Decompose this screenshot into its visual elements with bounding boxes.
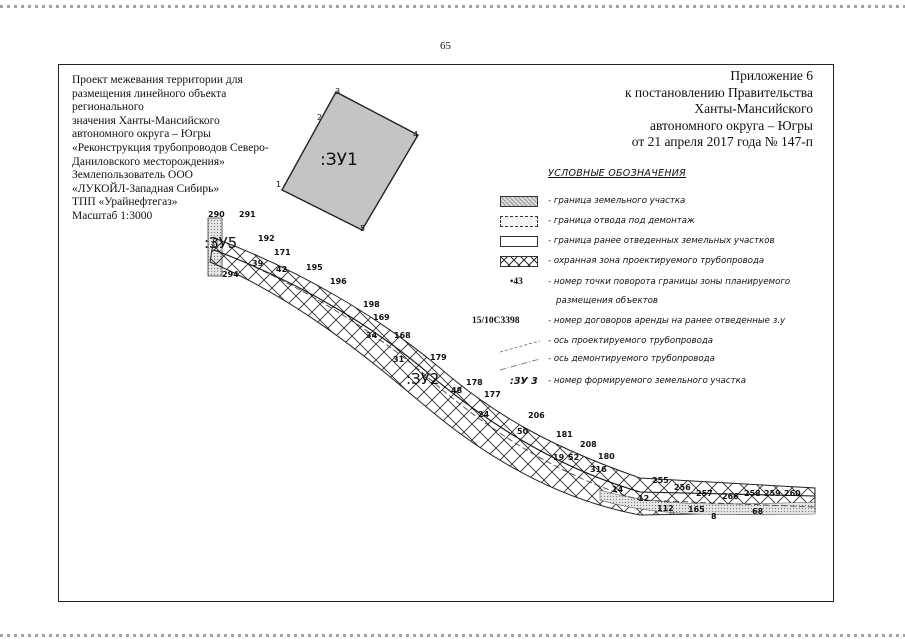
point-label: 42 xyxy=(276,265,288,274)
point-label: 266 xyxy=(722,492,739,501)
point-label: 196 xyxy=(330,277,347,286)
appendix-line: Приложение 6 xyxy=(730,68,813,83)
project-line: «ЛУКОЙЛ-Западная Сибирь» xyxy=(72,182,220,195)
point-label: 39 xyxy=(252,259,264,268)
appendix-line: Ханты-Мансийского xyxy=(694,101,813,116)
point-label: 291 xyxy=(239,210,256,219)
point-label: 256 xyxy=(674,483,691,492)
legend-title: УСЛОВНЫЕ ОБОЗНАЧЕНИЯ xyxy=(548,168,687,179)
scale-label: Масштаб 1:3000 xyxy=(72,209,153,222)
project-line: Землепользователь ООО xyxy=(72,169,193,182)
point-label: 257 xyxy=(696,489,713,498)
point-label: 14 xyxy=(612,485,624,494)
point-label: 48 xyxy=(451,386,463,395)
point-label: 3 xyxy=(335,87,341,96)
point-label: 177 xyxy=(484,390,501,399)
point-label: 31 xyxy=(393,355,405,364)
legend-symbol-dash xyxy=(500,216,538,227)
point-label: 198 xyxy=(363,300,380,309)
point-label: 206 xyxy=(528,411,545,420)
point-label: 192 xyxy=(258,234,275,243)
point-label: 8 xyxy=(711,512,717,521)
appendix-line: к постановлению Правительства xyxy=(624,84,813,100)
parcel-label-zu5: :ЗУ5 xyxy=(204,234,238,252)
point-label: 12 xyxy=(638,494,650,503)
point-label: 290 xyxy=(208,210,225,219)
point-label: 181 xyxy=(556,430,573,439)
point-label: 4 xyxy=(413,130,419,139)
point-label: 195 xyxy=(306,263,323,272)
project-line: «Реконструкция трубопроводов Северо- xyxy=(72,141,269,154)
point-label: 5 xyxy=(360,224,366,233)
legend-item-axis-dem: - ось демонтируемого трубопровода xyxy=(548,354,715,364)
point-label: 34 xyxy=(366,331,378,340)
legend-zu-sample: :ЗУ 3 xyxy=(510,376,538,387)
appendix-line: от 21 апреля 2017 года № 147-п xyxy=(631,134,813,149)
point-label: 178 xyxy=(466,378,483,387)
legend-item-protection-zone: - охранная зона проектируемого трубопровода xyxy=(480,254,810,272)
project-line: автономного округа – Югры xyxy=(72,128,211,141)
legend-symbol-plain xyxy=(500,236,538,247)
legend-lease-sample: 15/10С3398 xyxy=(472,316,520,326)
legend-item-turn-point-cont: размещения объектов xyxy=(556,296,658,306)
point-label: 260 xyxy=(784,489,801,498)
project-line: Проект межевания территории для xyxy=(72,74,243,86)
project-line: ТПП «Урайнефтегаз» xyxy=(72,196,178,209)
legend-item-prior-allotted: - граница ранее отведенных земельных участков xyxy=(480,234,810,252)
point-label: 316 xyxy=(590,465,607,474)
legend-point-sample: •43 xyxy=(510,277,523,287)
project-line: размещения линейного объекта xyxy=(72,87,227,100)
parcel-label-zu1: :ЗУ1 xyxy=(320,150,358,170)
legend-symbol-fill xyxy=(500,196,538,207)
legend-item-lease-number: 15/10С3398 - номер договоров аренды на ранее отведенные з.у xyxy=(472,316,786,326)
point-label: 68 xyxy=(752,507,764,516)
point-label: 171 xyxy=(274,248,291,257)
project-line: Даниловского месторождения» xyxy=(72,155,225,168)
point-label: 169 xyxy=(373,313,390,322)
point-label: 165 xyxy=(688,505,705,514)
legend-item-parcel-number: :ЗУ 3 - номер формируемого земельного участка xyxy=(510,376,747,387)
point-label: 294 xyxy=(222,270,239,279)
parcel-label-zu2: :ЗУ2 xyxy=(406,370,440,388)
point-label: 180 xyxy=(598,452,615,461)
point-label: 2 xyxy=(317,113,323,122)
point-label: 179 xyxy=(430,353,447,362)
point-label: 1 xyxy=(276,180,282,189)
legend-symbol-hatch xyxy=(500,256,538,267)
point-label: 258 xyxy=(744,489,761,498)
page-number: 65 xyxy=(440,40,451,52)
project-line: значения Ханты-Мансийского xyxy=(72,114,220,127)
point-label: 208 xyxy=(580,440,597,449)
legend-item-turn-point: •43 - номер точки поворота границы зоны планируемого xyxy=(510,277,791,287)
point-label: 52 xyxy=(568,453,580,462)
point-label: 112 xyxy=(657,504,674,513)
point-label: 19 xyxy=(553,453,565,462)
point-label: 255 xyxy=(652,476,669,485)
point-label: 24 xyxy=(478,410,490,419)
point-label: 50 xyxy=(517,427,529,436)
legend-item-land-boundary: - граница земельного участка xyxy=(480,194,810,212)
point-label: 259 xyxy=(764,489,781,498)
legend-item-axis-proj: - ось проектируемого трубопровода xyxy=(548,336,714,346)
project-line: регионального xyxy=(72,101,144,114)
point-label: 168 xyxy=(394,331,411,340)
appendix-line: автономного округа – Югры xyxy=(650,117,813,133)
legend-item-demolition: - граница отвода под демонтаж xyxy=(480,214,810,232)
